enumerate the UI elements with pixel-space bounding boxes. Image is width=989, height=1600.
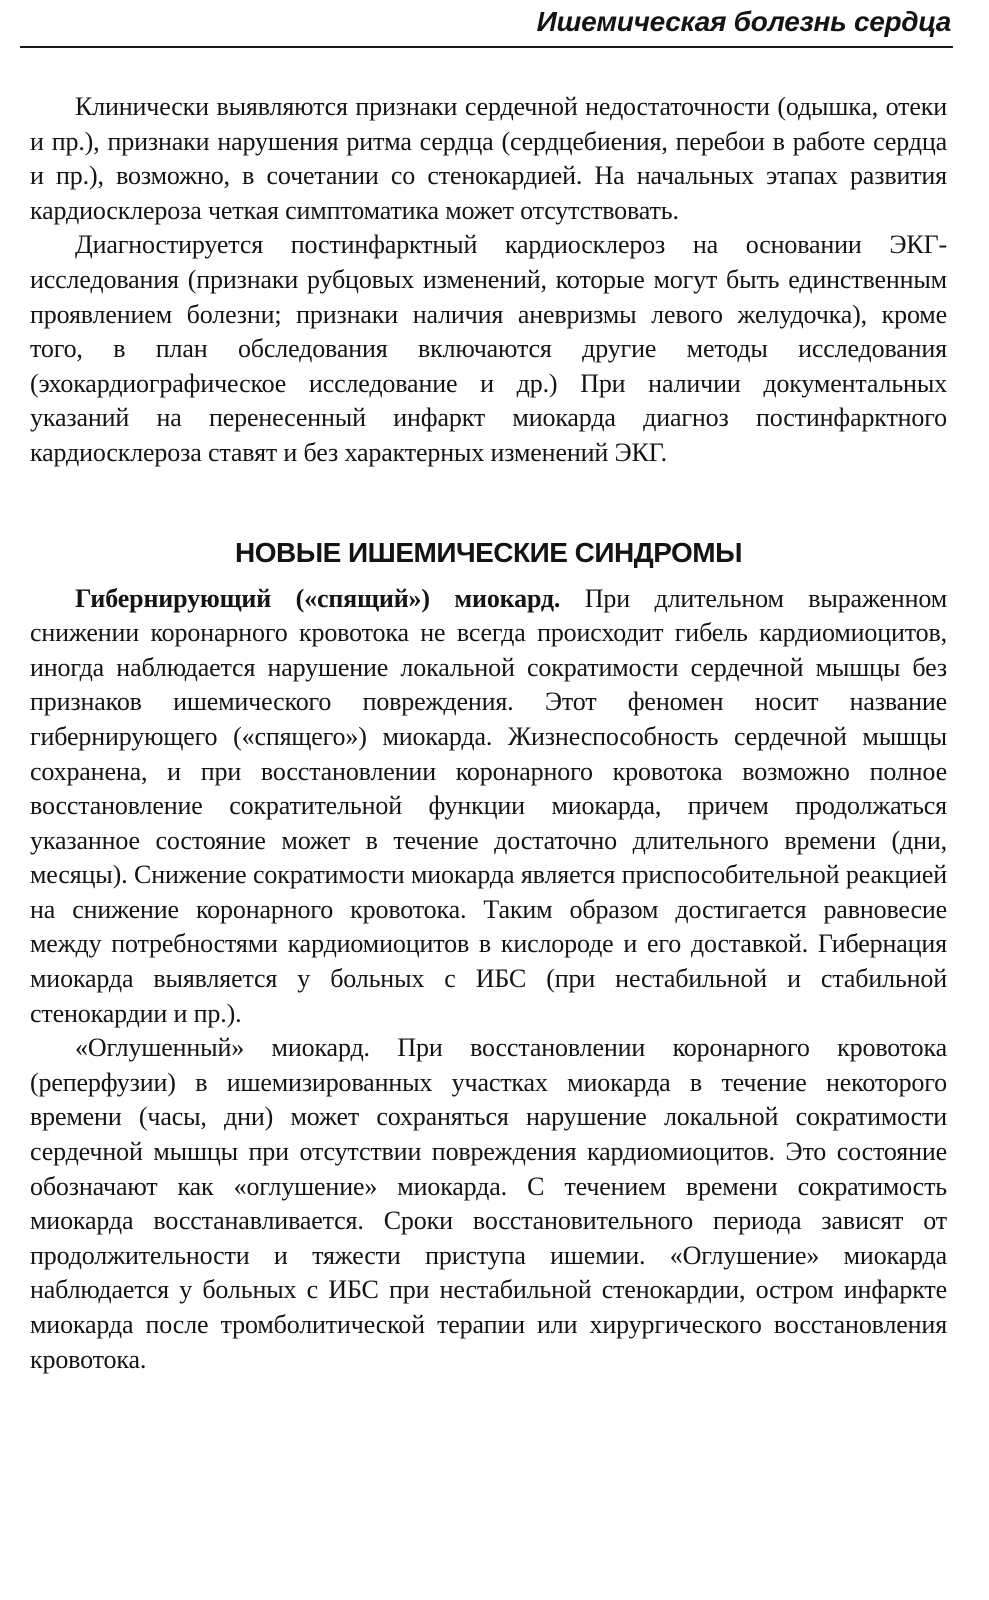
paragraph-diagnosis: Диагностируется постинфарктный кардиосклероз на основании ЭКГ-исследования (признаки рубцовых изменений, которые могут быть единственным проявлением болезни; признаки наличия аневризмы левого желудочка), кроме того, в план обследования включаются другие методы исследования (эхокардиографическое исследование и др.) При наличии документальных указаний на перенесенный инфаркт миокарда диагноз постинфарктного кардиосклероза ставят и без характерных изменений ЭКГ.	[30, 230, 947, 467]
running-head-title: Ишемическая болезнь сердца	[536, 6, 951, 37]
paragraph-stunned-myocardium: «Оглушенный» миокард. При восстановлении коронарного кровотока (реперфузии) в ишемизированных участках миокарда в течение некоторого времени (часы, дни) может сохраняться нарушение локальной сократимости сердечной мышцы при отсутствии повреждения кардиомиоцитов. Это состояние обозначают как «оглушение» миокарда. С течением времени сократимость миокарда восстанавливается. Сроки восстановительного периода зависят от продолжительности и тяжести приступа ишемии. «Оглушение» миокарда наблюдается у больных с ИБС при нестабильной стенокардии, остром инфаркте миокарда после тромболитической терапии или хирургического восстановления кровотока.	[30, 1033, 947, 1374]
running-head	[20, 0, 953, 48]
paragraph-hibernating-myocardium	[30, 582, 947, 1032]
paragraph-clinical-signs: Клинически выявляются признаки сердечной недостаточности (одышка, отеки и пр.), признаки нарушения ритма сердца (сердцебиения, перебои в работе сердца и пр.), возможно, в сочетании со стенокардией. На начальных этапах развития кардиосклероза четкая симптоматика может отсутствовать.	[30, 92, 947, 225]
page-body	[20, 90, 953, 1377]
hibernating-text: При длительном выраженном снижении коронарного кровотока не всегда происходит гибель кардиомиоцитов, иногда наблюдается нарушение локальной сократимости сердечной мышцы без признаков ишемического повреждения. Этот феномен носит название гибернирующего («спящего») миокарда. Жизнеспособность сердечной мышцы сохранена, и при восстановлении коронарного кровотока возможно полное восстановление сократительной функции миокарда, причем продолжаться указанное состояние может в течение достаточно длительного времени (дни, месяцы). Снижение сократимости миокарда является приспособительной реакцией на снижение коронарного кровотока. Таким образом достигается равновесие между потребностями кардиомиоцитов в кислороде и его доставкой. Гибернация миокарда выявляется у больных с ИБС (при нестабильной и стабильной стенокардии и пр.).	[30, 583, 947, 1028]
hibernating-lead-term: Гибернирующий («спящий») миокард.	[75, 583, 561, 613]
section-heading: НОВЫЕ ИШЕМИЧЕСКИЕ СИНДРОМЫ	[234, 536, 743, 568]
